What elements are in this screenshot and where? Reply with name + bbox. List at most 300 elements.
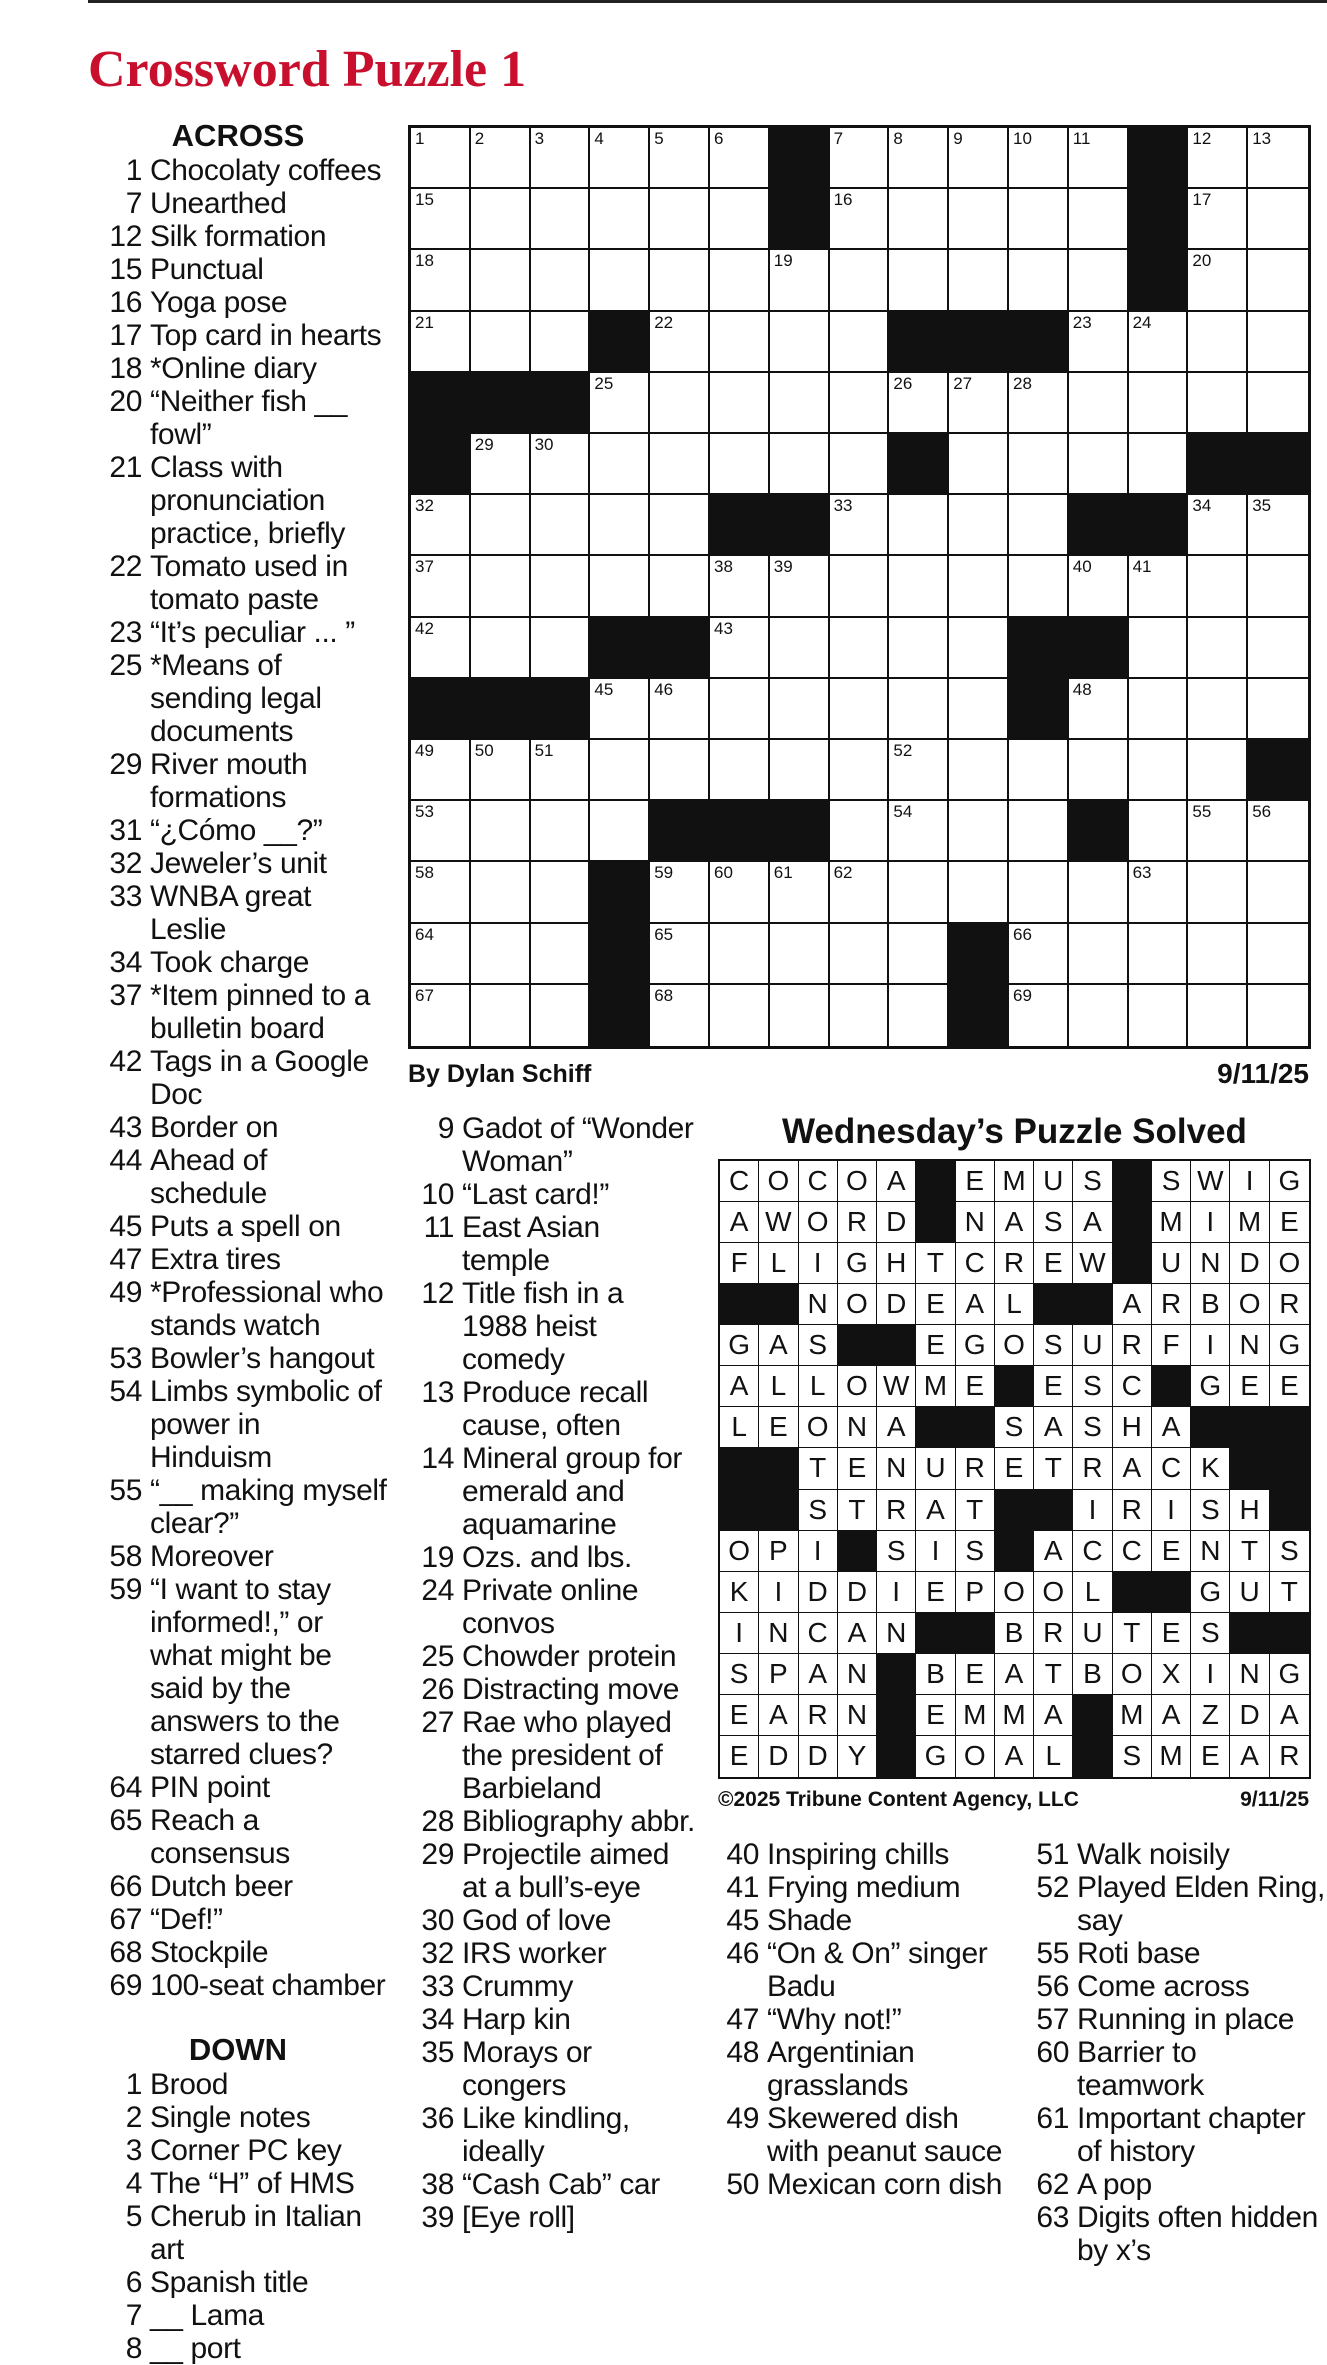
solution-letter: H	[1113, 1407, 1152, 1448]
grid-cell[interactable]	[531, 312, 591, 373]
grid-cell[interactable]	[590, 740, 650, 801]
grid-cell[interactable]	[411, 250, 471, 311]
solution-letter: S	[1073, 1161, 1112, 1202]
grid-cell[interactable]	[1069, 128, 1129, 189]
clue-number: 45	[109, 1210, 142, 1243]
grid-cell[interactable]	[531, 985, 591, 1046]
grid-cell[interactable]	[590, 801, 650, 862]
grid-cell[interactable]	[710, 924, 770, 985]
grid-cell[interactable]	[770, 250, 830, 311]
grid-cell[interactable]	[650, 495, 710, 556]
grid-cell[interactable]	[471, 618, 531, 679]
grid-cell[interactable]	[710, 312, 770, 373]
grid-cell[interactable]	[1069, 985, 1129, 1046]
grid-cell[interactable]	[531, 128, 591, 189]
clue-text: Projectile aimed at a bull’s-eye	[462, 1838, 670, 1904]
grid-cell[interactable]	[1069, 740, 1129, 801]
grid-cell[interactable]	[650, 862, 710, 923]
down-clue	[1015, 2003, 1327, 2036]
grid-cell[interactable]	[770, 373, 830, 434]
grid-cell[interactable]	[650, 985, 710, 1046]
clue-text: Distracting move	[462, 1673, 680, 1706]
clue-number: 30	[421, 1904, 454, 1937]
solution-black-square	[877, 1736, 916, 1777]
cell-number: 9	[953, 129, 963, 148]
grid-cell[interactable]	[1188, 189, 1248, 250]
grid-cell[interactable]	[889, 618, 949, 679]
grid-cell[interactable]	[830, 679, 890, 740]
grid-cell[interactable]	[1188, 250, 1248, 311]
solution-letter: P	[759, 1654, 798, 1695]
clue-text: The “H” of HMS	[150, 2167, 355, 2200]
solution-letter: H	[877, 1243, 916, 1284]
grid-cell[interactable]	[531, 434, 591, 495]
solution-letter: A	[1152, 1695, 1191, 1736]
byline: By Dylan Schiff	[408, 1060, 592, 1088]
clue-text: Chowder protein	[462, 1640, 677, 1673]
grid-cell[interactable]	[889, 250, 949, 311]
solution-letter: B	[916, 1654, 955, 1695]
grid-cell[interactable]	[1188, 373, 1248, 434]
clue-text: Harp kin	[462, 2003, 571, 2036]
cell-number: 15	[415, 190, 434, 210]
grid-cell[interactable]	[1069, 373, 1129, 434]
clue-text: Important chapter of history	[1077, 2102, 1306, 2168]
clue-text: Bowler’s hangout	[150, 1342, 375, 1375]
solution-letter: B	[1191, 1284, 1230, 1325]
grid-cell[interactable]	[889, 128, 949, 189]
grid-cell[interactable]	[650, 924, 710, 985]
solution-letter: M	[995, 1695, 1034, 1736]
across-clue	[88, 1870, 388, 1903]
grid-cell[interactable]	[1188, 924, 1248, 985]
clue-number: 5	[125, 2200, 142, 2233]
grid-cell[interactable]	[590, 189, 650, 250]
solution-letter: P	[759, 1531, 798, 1572]
black-square	[1129, 250, 1189, 311]
across-clue	[88, 1111, 388, 1144]
grid-cell[interactable]	[710, 740, 770, 801]
solution-letter: A	[877, 1407, 916, 1448]
down-clue	[400, 1706, 695, 1805]
grid-cell[interactable]	[590, 679, 650, 740]
grid-cell[interactable]	[710, 556, 770, 617]
solution-letter: D	[1230, 1695, 1269, 1736]
grid-cell[interactable]	[949, 556, 1009, 617]
solution-letter: A	[1113, 1284, 1152, 1325]
grid-cell[interactable]	[411, 924, 471, 985]
solution-letter: B	[1073, 1654, 1112, 1695]
grid-cell[interactable]	[590, 556, 650, 617]
grid-cell[interactable]	[830, 740, 890, 801]
grid-cell[interactable]	[1129, 862, 1189, 923]
clue-text: Dutch beer	[150, 1870, 293, 1903]
grid-cell[interactable]	[1009, 250, 1069, 311]
grid-cell[interactable]	[830, 434, 890, 495]
grid-cell[interactable]	[770, 312, 830, 373]
grid-cell[interactable]	[1129, 801, 1189, 862]
grid-cell[interactable]	[1248, 924, 1308, 985]
grid-cell[interactable]	[1188, 862, 1248, 923]
solution-letter: N	[759, 1613, 798, 1654]
grid-cell[interactable]	[710, 862, 770, 923]
grid-cell[interactable]	[1069, 556, 1129, 617]
grid-cell[interactable]	[1069, 924, 1129, 985]
clue-text: Skewered dish with peanut sauce	[767, 2102, 1003, 2168]
solution-letter: G	[916, 1736, 955, 1777]
grid-cell[interactable]	[411, 801, 471, 862]
grid-cell[interactable]	[1069, 679, 1129, 740]
grid-cell[interactable]	[710, 189, 770, 250]
grid-cell[interactable]	[949, 618, 1009, 679]
grid-cell[interactable]	[949, 862, 1009, 923]
cell-number: 56	[1252, 802, 1272, 822]
clue-number: 47	[726, 2003, 759, 2036]
black-square	[531, 679, 591, 740]
grid-cell[interactable]	[650, 250, 710, 311]
black-square	[1248, 740, 1308, 801]
grid-cell[interactable]	[531, 189, 591, 250]
grid-cell[interactable]	[531, 924, 591, 985]
grid-cell[interactable]	[1248, 618, 1308, 679]
solution-letter: R	[877, 1490, 916, 1531]
grid-cell[interactable]	[471, 128, 531, 189]
clue-text: Brood	[150, 2068, 229, 2101]
cell-number: 20	[1192, 251, 1212, 271]
grid-cell[interactable]	[1248, 679, 1308, 740]
solution-letter: O	[759, 1161, 798, 1202]
grid-cell[interactable]	[471, 312, 531, 373]
grid-cell[interactable]	[1009, 495, 1069, 556]
grid-cell[interactable]	[830, 189, 890, 250]
grid-cell[interactable]	[531, 618, 591, 679]
solution-letter: E	[1034, 1243, 1073, 1284]
down-clue	[400, 1904, 695, 1937]
grid-cell[interactable]	[770, 740, 830, 801]
grid-cell[interactable]	[830, 128, 890, 189]
cell-number: 10	[1012, 129, 1032, 148]
grid-cell[interactable]	[1248, 862, 1308, 923]
solution-black-square	[1191, 1407, 1230, 1448]
grid-cell[interactable]	[1009, 556, 1069, 617]
grid-cell[interactable]	[1129, 556, 1189, 617]
clue-number: 22	[109, 550, 142, 583]
grid-cell[interactable]	[1248, 128, 1308, 189]
grid-cell[interactable]	[1009, 128, 1069, 189]
grid-cell[interactable]	[1188, 495, 1248, 556]
across-clue	[88, 649, 388, 748]
down-clue	[1015, 1970, 1327, 2003]
cell-number: 29	[474, 435, 494, 454]
grid-cell[interactable]	[1129, 985, 1189, 1046]
grid-cell[interactable]	[889, 985, 949, 1046]
clue-number: 14	[421, 1442, 454, 1475]
grid-cell[interactable]	[949, 434, 1009, 495]
grid-cell[interactable]	[531, 495, 591, 556]
grid-cell[interactable]	[411, 862, 471, 923]
grid-cell[interactable]	[650, 373, 710, 434]
across-clue	[88, 880, 388, 946]
grid-cell[interactable]	[949, 740, 1009, 801]
cell-number: 68	[654, 985, 674, 1005]
clue-text: Puts a spell on	[150, 1210, 341, 1243]
grid-cell[interactable]	[1248, 556, 1308, 617]
clue-number: 52	[1036, 1871, 1069, 1904]
grid-cell[interactable]	[710, 250, 770, 311]
grid-cell[interactable]	[830, 556, 890, 617]
grid-cell[interactable]	[1188, 985, 1248, 1046]
grid-cell[interactable]	[830, 801, 890, 862]
solution-letter: O	[838, 1284, 877, 1325]
grid-cell[interactable]	[830, 250, 890, 311]
grid-cell[interactable]	[1248, 312, 1308, 373]
grid-cell[interactable]	[531, 801, 591, 862]
grid-cell[interactable]	[1129, 740, 1189, 801]
cell-number: 53	[415, 802, 434, 822]
grid-cell[interactable]	[650, 312, 710, 373]
grid-cell[interactable]	[830, 618, 890, 679]
solution-letter: I	[877, 1572, 916, 1613]
grid-cell[interactable]	[1009, 740, 1069, 801]
black-square	[590, 985, 650, 1046]
cell-number: 35	[1252, 496, 1272, 516]
clue-number: 32	[109, 847, 142, 880]
grid-cell[interactable]	[471, 740, 531, 801]
solution-letter: Y	[838, 1736, 877, 1777]
grid-cell[interactable]	[1129, 618, 1189, 679]
grid-cell[interactable]	[590, 495, 650, 556]
grid-cell[interactable]	[1248, 373, 1308, 434]
solution-letter: E	[1270, 1366, 1309, 1407]
grid-cell[interactable]	[1069, 189, 1129, 250]
solution-letter: N	[838, 1695, 877, 1736]
grid-cell[interactable]	[889, 801, 949, 862]
solution-letter: R	[1270, 1284, 1309, 1325]
grid-cell[interactable]	[949, 373, 1009, 434]
clue-text: Private online convos	[462, 1574, 639, 1640]
clue-number: 45	[726, 1904, 759, 1937]
cell-number: 66	[1012, 924, 1032, 944]
grid-cell[interactable]	[889, 373, 949, 434]
clue-number: 18	[109, 352, 142, 385]
grid-cell[interactable]	[650, 556, 710, 617]
grid-cell[interactable]	[1069, 862, 1129, 923]
grid-cell[interactable]	[1009, 434, 1069, 495]
down-heading: DOWN	[188, 2032, 288, 2067]
down-clue	[400, 1673, 695, 1706]
grid-cell[interactable]	[411, 312, 471, 373]
grid-cell[interactable]	[949, 679, 1009, 740]
grid-cell[interactable]	[590, 373, 650, 434]
solution-letter: I	[720, 1613, 759, 1654]
clue-number: 57	[1036, 2003, 1069, 2036]
across-clue	[88, 187, 388, 220]
grid-cell[interactable]	[1069, 434, 1129, 495]
grid-cell[interactable]	[1069, 312, 1129, 373]
grid-cell[interactable]	[949, 801, 1009, 862]
grid-cell[interactable]	[889, 924, 949, 985]
grid-cell[interactable]	[531, 556, 591, 617]
grid-cell[interactable]	[949, 189, 1009, 250]
grid-cell[interactable]	[590, 434, 650, 495]
grid-cell[interactable]	[889, 189, 949, 250]
grid-cell[interactable]	[1248, 495, 1308, 556]
grid-cell[interactable]	[889, 862, 949, 923]
grid-cell[interactable]	[471, 556, 531, 617]
grid-cell[interactable]	[889, 495, 949, 556]
grid-cell[interactable]	[1188, 740, 1248, 801]
clue-text: “Last card!”	[462, 1178, 609, 1211]
grid-cell[interactable]	[1248, 189, 1308, 250]
grid-cell[interactable]	[531, 250, 591, 311]
grid-cell[interactable]	[770, 434, 830, 495]
solution-letter: O	[838, 1366, 877, 1407]
grid-cell[interactable]	[770, 679, 830, 740]
grid-cell[interactable]	[830, 495, 890, 556]
grid-cell[interactable]	[1009, 862, 1069, 923]
grid-cell[interactable]	[1009, 189, 1069, 250]
crossword-grid	[408, 125, 1311, 1049]
clue-text: __ Lama	[150, 2299, 264, 2332]
grid-cell[interactable]	[1188, 128, 1248, 189]
solution-black-square	[1113, 1161, 1152, 1202]
clue-number: 7	[125, 187, 142, 220]
solution-letter: U	[1034, 1161, 1073, 1202]
grid-cell[interactable]	[770, 985, 830, 1046]
grid-cell[interactable]	[710, 679, 770, 740]
grid-cell[interactable]	[1129, 373, 1189, 434]
solution-letter: O	[956, 1736, 995, 1777]
black-square	[1069, 801, 1129, 862]
grid-cell[interactable]	[650, 740, 710, 801]
solution-letter: W	[877, 1366, 916, 1407]
grid-cell[interactable]	[830, 924, 890, 985]
solution-letter: M	[1152, 1736, 1191, 1777]
grid-cell[interactable]	[411, 128, 471, 189]
grid-cell[interactable]	[650, 679, 710, 740]
grid-cell[interactable]	[471, 434, 531, 495]
clue-number: 49	[109, 1276, 142, 1309]
solution-letter: E	[995, 1448, 1034, 1489]
grid-cell[interactable]	[1009, 985, 1069, 1046]
cell-number: 45	[594, 679, 614, 699]
grid-cell[interactable]	[1129, 924, 1189, 985]
clue-text: Inspiring chills	[767, 1838, 950, 1871]
grid-cell[interactable]	[1188, 679, 1248, 740]
solution-black-square	[1113, 1572, 1152, 1613]
grid-cell[interactable]	[590, 250, 650, 311]
solution-letter: S	[799, 1325, 838, 1366]
grid-cell[interactable]	[471, 862, 531, 923]
grid-cell[interactable]	[770, 556, 830, 617]
grid-cell[interactable]	[471, 250, 531, 311]
across-clue	[88, 814, 388, 847]
grid-cell[interactable]	[949, 128, 1009, 189]
clue-number: 53	[109, 1342, 142, 1375]
grid-cell[interactable]	[710, 434, 770, 495]
grid-cell[interactable]	[471, 495, 531, 556]
grid-cell[interactable]	[1129, 312, 1189, 373]
grid-cell[interactable]	[1248, 250, 1308, 311]
grid-cell[interactable]	[1069, 250, 1129, 311]
grid-cell[interactable]	[889, 556, 949, 617]
grid-cell[interactable]	[949, 250, 1009, 311]
solution-letter: O	[1230, 1284, 1269, 1325]
across-clue	[88, 220, 388, 253]
grid-cell[interactable]	[650, 189, 710, 250]
solution-letter: A	[1230, 1736, 1269, 1777]
grid-cell[interactable]	[650, 434, 710, 495]
grid-cell[interactable]	[1248, 801, 1308, 862]
grid-cell[interactable]	[1129, 434, 1189, 495]
clue-text: Limbs symbolic of power in Hinduism	[150, 1375, 382, 1474]
solution-letter: G	[1191, 1366, 1230, 1407]
grid-cell[interactable]	[531, 862, 591, 923]
grid-cell[interactable]	[949, 495, 1009, 556]
grid-cell[interactable]	[471, 985, 531, 1046]
grid-cell[interactable]	[1009, 801, 1069, 862]
grid-cell[interactable]	[411, 495, 471, 556]
grid-cell[interactable]	[770, 924, 830, 985]
solution-black-square	[720, 1284, 759, 1325]
grid-cell[interactable]	[411, 189, 471, 250]
clue-text: *Item pinned to a bulletin board	[150, 979, 371, 1045]
across-clue	[88, 286, 388, 319]
down-clue	[400, 1805, 695, 1838]
cell-number: 5	[654, 129, 664, 148]
grid-cell[interactable]	[830, 985, 890, 1046]
grid-cell[interactable]	[1009, 373, 1069, 434]
grid-cell[interactable]	[710, 373, 770, 434]
grid-cell[interactable]	[770, 618, 830, 679]
grid-cell[interactable]	[889, 740, 949, 801]
black-square	[411, 373, 471, 434]
grid-cell[interactable]	[531, 740, 591, 801]
grid-cell[interactable]	[770, 862, 830, 923]
down-clue	[400, 2168, 695, 2201]
grid-cell[interactable]	[830, 862, 890, 923]
grid-cell[interactable]	[471, 924, 531, 985]
grid-cell[interactable]	[471, 801, 531, 862]
grid-cell[interactable]	[650, 128, 710, 189]
grid-cell[interactable]	[1009, 924, 1069, 985]
grid-cell[interactable]	[1188, 556, 1248, 617]
grid-cell[interactable]	[411, 556, 471, 617]
clue-text: Walk noisily	[1077, 1838, 1230, 1871]
grid-cell[interactable]	[710, 128, 770, 189]
grid-cell[interactable]	[1188, 801, 1248, 862]
grid-cell[interactable]	[830, 312, 890, 373]
grid-cell[interactable]	[411, 985, 471, 1046]
grid-cell[interactable]	[411, 618, 471, 679]
grid-cell[interactable]	[830, 373, 890, 434]
solution-black-square	[916, 1161, 955, 1202]
cell-number: 46	[654, 679, 674, 699]
grid-cell[interactable]	[710, 985, 770, 1046]
grid-cell[interactable]	[710, 618, 770, 679]
grid-cell[interactable]	[889, 679, 949, 740]
grid-cell[interactable]	[1188, 618, 1248, 679]
clue-text: Tomato used in tomato paste	[150, 550, 348, 616]
grid-cell[interactable]	[590, 128, 650, 189]
grid-cell[interactable]	[1129, 679, 1189, 740]
grid-cell[interactable]	[1188, 312, 1248, 373]
grid-cell[interactable]	[471, 189, 531, 250]
clue-text: Produce recall cause, often	[462, 1376, 649, 1442]
grid-cell[interactable]	[1248, 985, 1308, 1046]
across-heading: ACROSS	[171, 118, 305, 153]
grid-cell[interactable]	[411, 740, 471, 801]
